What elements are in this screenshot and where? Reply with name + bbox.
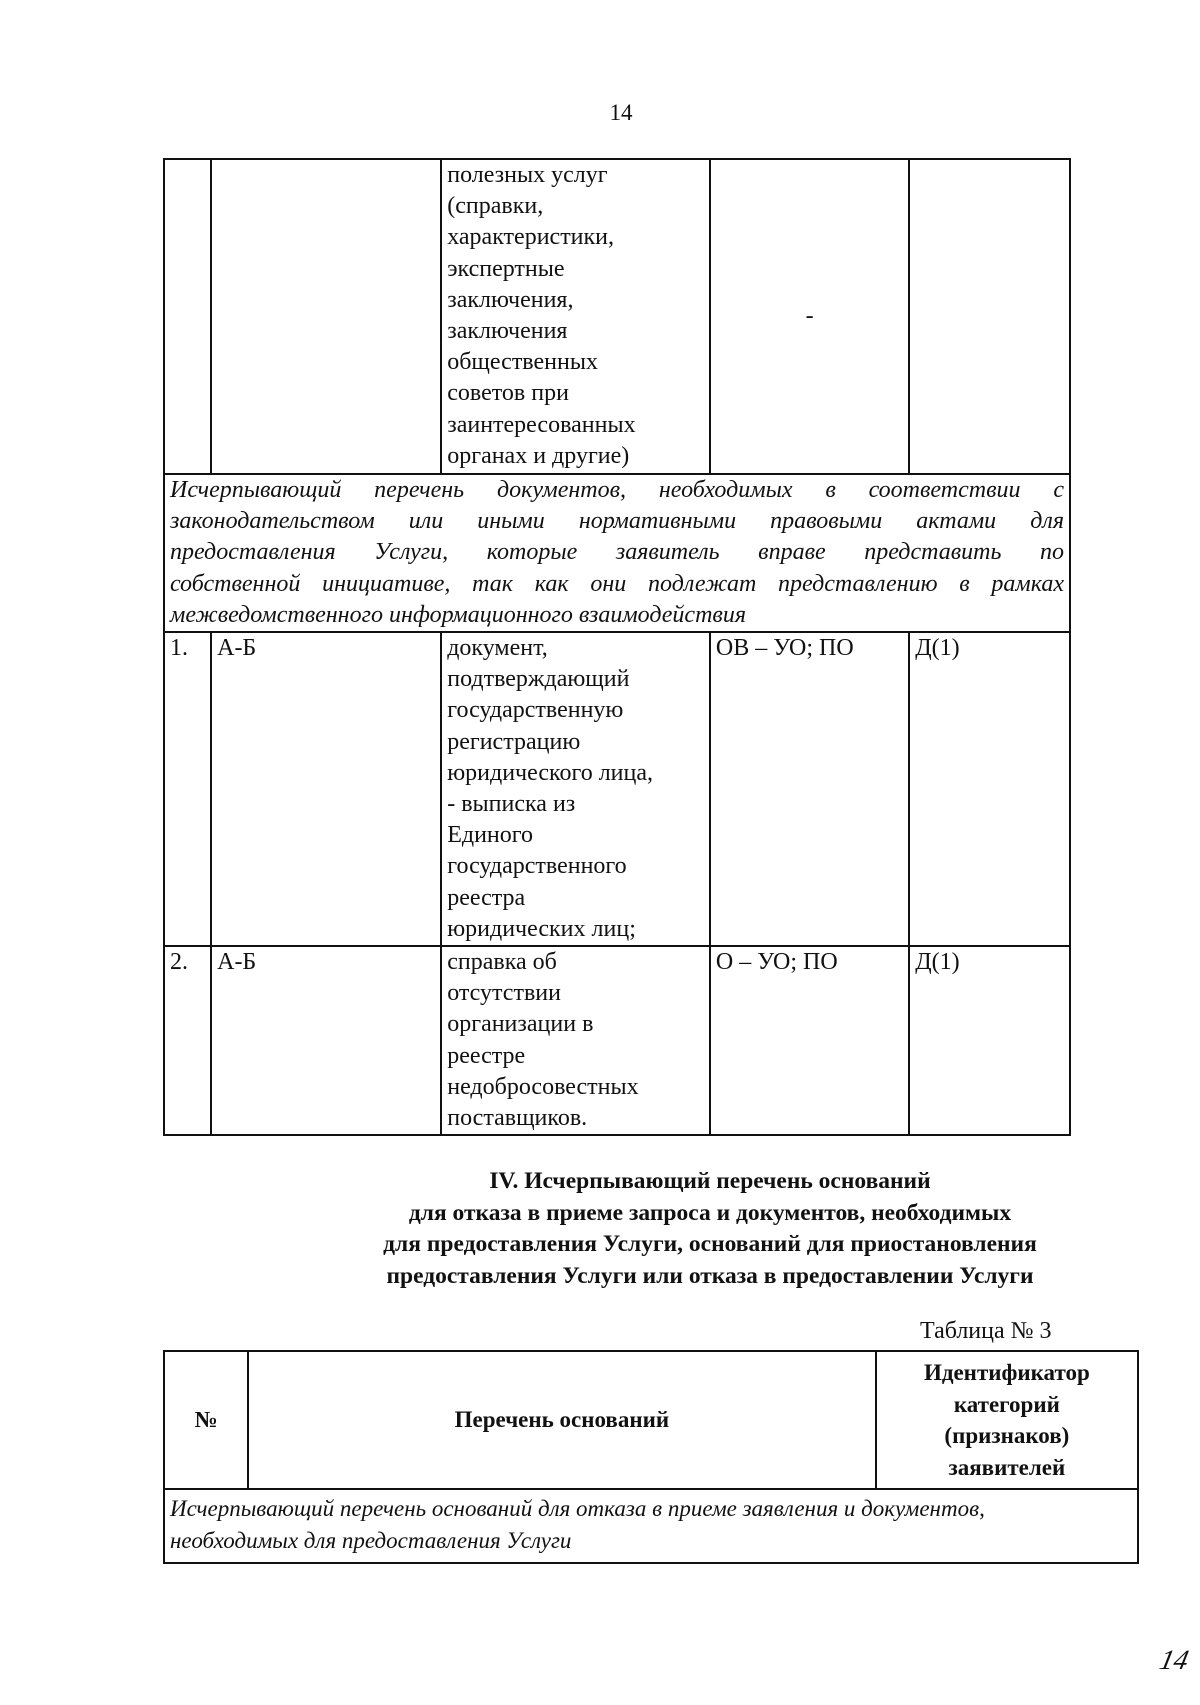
document-line: заключения: [447, 318, 568, 345]
table-cell: [710, 159, 909, 474]
section-note-row: [164, 474, 1070, 632]
section-note-line: Исчерпывающий перечень оснований для отказа в приеме заявления и документов,: [170, 1496, 985, 1521]
page-number: 14: [609, 100, 633, 125]
document-line: подтверждающий: [447, 666, 630, 693]
table-row: [164, 946, 1070, 1135]
table-header-row: [164, 1351, 1138, 1489]
grounds-table: [163, 1350, 1139, 1564]
document-line: юридических лиц;: [447, 915, 636, 942]
heading-line: IV. Исчерпывающий перечень оснований: [489, 1168, 931, 1194]
section-note-line: законодательством или иными нормативными правовыми актами для: [170, 508, 1064, 535]
document-line: общественных: [447, 349, 598, 376]
handwritten-page-number: 14: [1156, 1645, 1192, 1676]
documents-table-continuation: [163, 158, 1071, 1136]
row-code: Д(1): [909, 946, 1070, 1135]
section-note-row: [164, 1489, 1138, 1563]
document-cell: [441, 159, 710, 474]
header-id-line: заявителей: [948, 1454, 1066, 1480]
section-note-line: межведомственного информационного взаимодействия: [170, 601, 746, 628]
row-number: 2.: [164, 946, 211, 1135]
document-line: характеристики,: [447, 224, 615, 251]
document-line: советов при: [447, 380, 569, 407]
document-line: Единого: [447, 822, 534, 849]
document-line: справка об: [447, 949, 557, 976]
section-note-line: предоставления Услуги, которые заявитель вправе представить по: [170, 539, 1064, 566]
document-line: заключения,: [447, 286, 574, 313]
section-note-cell: [164, 1489, 1138, 1563]
header-id-line: (признаков): [944, 1423, 1070, 1448]
document-line: документ,: [447, 635, 548, 662]
row-form: ОВ – УО; ПО: [710, 632, 909, 946]
table-row: [164, 632, 1070, 946]
row-category: А-Б: [211, 632, 441, 946]
document-line: государственную: [447, 697, 624, 724]
document-line: регистрацию: [447, 728, 581, 755]
document-cell: [441, 632, 710, 946]
document-line: полезных услуг: [447, 162, 608, 188]
row-category: А-Б: [211, 946, 441, 1135]
row-number: 1.: [164, 632, 211, 946]
header-id-line: категорий: [953, 1391, 1060, 1417]
document-line: юридического лица,: [447, 759, 654, 786]
document-line: организации в: [447, 1011, 594, 1038]
heading-line: предоставления Услуги или отказа в предоставлении Услуги: [386, 1262, 1034, 1289]
document-line: реестра: [447, 884, 526, 911]
header-list: Перечень оснований: [248, 1351, 876, 1489]
document-line: - выписка из: [447, 791, 576, 818]
table-row: [164, 159, 1070, 474]
section-note-line: собственной инициативе, так как они подлежат представлению в рамках: [170, 570, 1064, 597]
document-line: органах и другие): [447, 442, 630, 469]
header-num: №: [164, 1351, 248, 1489]
section-note-line: Исчерпывающий перечень документов, необходимых в соответствии с: [170, 477, 1064, 504]
document-line: реестре: [447, 1042, 526, 1069]
section-note-cell: [164, 474, 1070, 632]
dash-mark: -: [805, 302, 814, 329]
document-line: недобросовестных: [447, 1073, 639, 1100]
row-form: О – УО; ПО: [710, 946, 909, 1135]
table-cell: [211, 159, 441, 474]
document-line: экспертные: [447, 255, 565, 282]
row-code: Д(1): [909, 632, 1070, 946]
header-id-line: Идентификатор: [923, 1360, 1090, 1385]
document-line: поставщиков.: [447, 1105, 588, 1132]
section-heading: [0, 1166, 1200, 1292]
table-caption: Таблица № 3: [920, 1318, 1052, 1344]
document-line: (справки,: [447, 193, 544, 220]
document-line: отсутствии: [447, 980, 561, 1007]
document-line: заинтересованных: [447, 411, 636, 438]
header-id: [876, 1351, 1138, 1489]
document-line: государственного: [447, 853, 627, 880]
table-cell: [164, 159, 211, 474]
section-note-line: необходимых для предоставления Услуги: [170, 1527, 572, 1553]
document-cell: [441, 946, 710, 1135]
table-cell: [909, 159, 1070, 474]
heading-line: для отказа в приеме запроса и документов, необходимых: [408, 1199, 1012, 1226]
heading-line: для предоставления Услуги, оснований для приостановления: [383, 1231, 1037, 1257]
